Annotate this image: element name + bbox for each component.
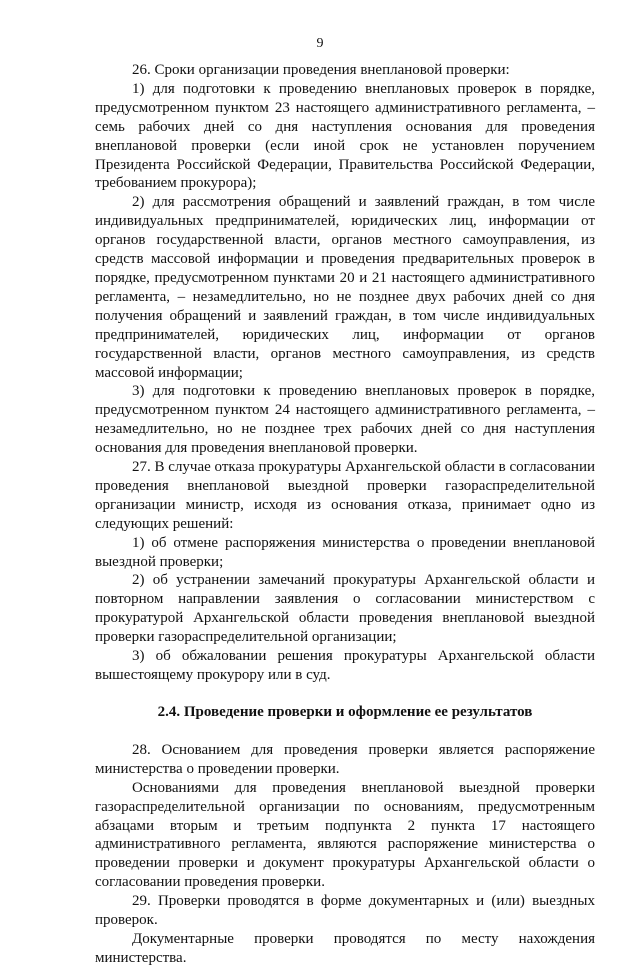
paragraph-27: 27. В случае отказа прокуратуры Архангельской области в согласовании проведения внеплановой выездной проверки газораспределительной организации министр, исходя из основания отказа, принимает одно из следующих решений: [95, 459, 595, 532]
paragraph-28-grounds: Основаниями для проведения внеплановой выездной проверки газораспределительной организации по основаниям, предусмотренным абзацами вторым и третьим подпункта 2 пункта 17 настоящего административного регламента, являются распоряжение министерства о проведении проверки и документ прокуратуры Архангельской области о согласовании проведения проверки. [95, 779, 595, 891]
paragraph-29-documentary: Документарные проверки проводятся по месту нахождения министерства. [95, 930, 595, 966]
document-body [95, 61, 595, 968]
paragraph-26-heading: 26. Сроки организации проведения внеплановой проверки: [132, 62, 510, 78]
section-heading: 2.4. Проведение проверки и оформление ее результатов [157, 703, 533, 720]
paragraph-29: 29. Проверки проводятся в форме документарных и (или) выездных проверок. [95, 893, 595, 929]
paragraph-28: 28. Основанием для проведения проверки является распоряжение министерства о проведении проверки. [95, 741, 595, 777]
paragraph-26-item-3: 3) для подготовки к проведению внеплановых проверок в порядке, предусмотренном пунктом 24 настоящего административного регламента, – незамедлительно, но не позднее трех рабочих дней со дня наступления основания для проведения внеплановой проверки. [95, 383, 595, 457]
paragraph-26-item-1: 1) для подготовки к проведению внеплановых проверок в порядке, предусмотренном пунктом 23 настоящего административного регламента, – семь рабочих дней со дня наступления основания для проведения внеплановой проверки (если иной срок не установлен поручением Президента Российской Федерации, Правительства Российской Федерации, требованием прокурора); [95, 80, 595, 192]
paragraph-27-item-1: 1) об отмене распоряжения министерства о проведении внеплановой выездной проверки; [95, 534, 595, 570]
paragraph-26-item-2: 2) для рассмотрения обращений и заявлений граждан, в том числе индивидуальных предпринимателей, юридических лиц, информации от органов государственной власти, органов местного самоуправления, из средств массовой информации и проведения предварительных проверок в порядке, предусмотренном пунктами 20 и 21 настоящего административного регламента, – незамедлительно, но не позднее двух рабочих дней со дня получения обращений и заявлений граждан, в том числе индивидуальных предпринимателей, юридических лиц, информации от органов государственной власти, органов местного самоуправления, из средств массовой информации; [95, 194, 595, 381]
page-number: 9 [316, 36, 324, 51]
paragraph-27-item-3: 3) об обжаловании решения прокуратуры Архангельской области вышестоящему прокурору или в суд. [95, 648, 595, 683]
paragraph-27-item-2: 2) об устранении замечаний прокуратуры Архангельской области и повторном направлении заявления о согласовании министерством с прокуратурой Архангельской области проведения внеплановой выездной проверки газораспределительной организации; [95, 572, 595, 646]
